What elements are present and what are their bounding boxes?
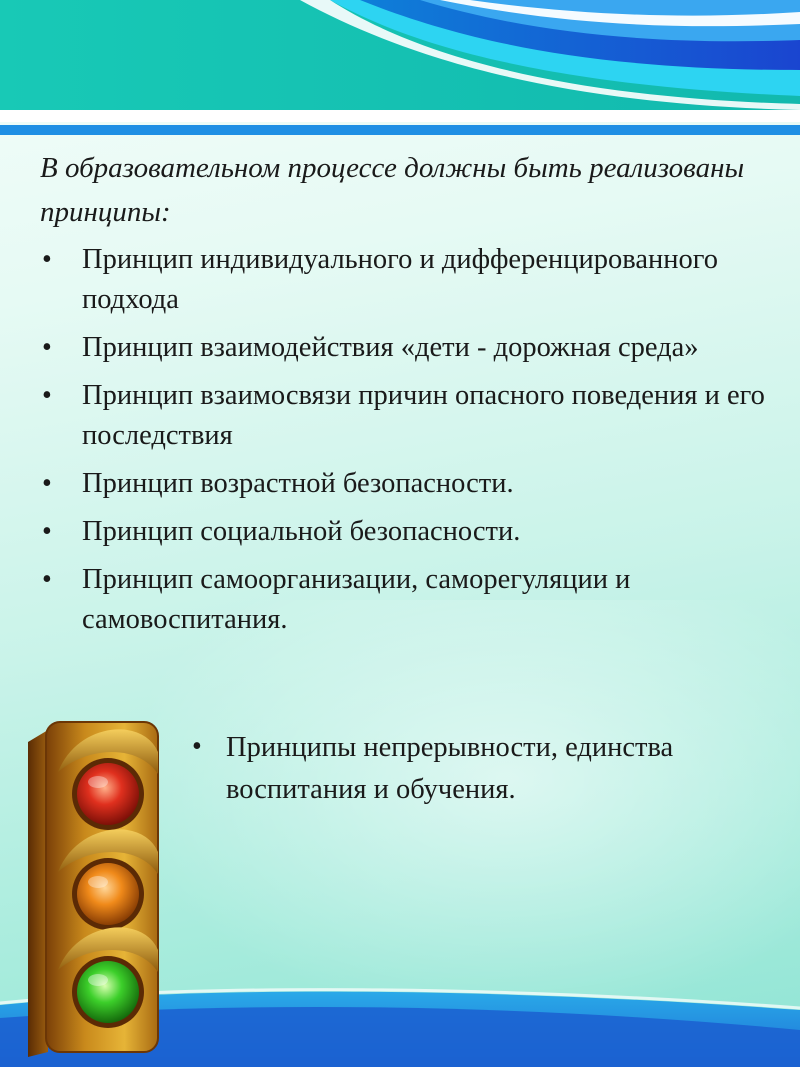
bullet: • [42,468,52,499]
principle-text: Принципы непрерывности, единства воспитания и обучения. [226,732,674,805]
list-item [40,240,780,320]
principle-text: Принцип взаимодействия «дети - дорожная среда» [82,332,699,363]
bullet: • [42,380,52,411]
list-item [40,376,780,456]
principles-list [40,240,780,648]
extra-principles-list [190,727,780,811]
header-wave-decoration [0,0,800,135]
list-item [40,328,780,368]
principle-text: Принцип возрастной безопасности. [82,468,514,499]
bullet: • [42,332,52,363]
list-item [40,560,780,640]
list-item [190,727,780,811]
bullet: • [42,564,52,595]
principle-text: Принцип социальной безопасности. [82,516,521,547]
traffic-light-icon [18,712,168,1057]
list-item [40,464,780,504]
bullet: • [42,244,52,275]
intro-text: В образовательном процессе должны быть реализованы принципы: [40,152,745,228]
list-item [40,512,780,552]
principle-text: Принцип самоорганизации, саморегуляции и самовоспитания. [82,564,631,635]
bullet: • [42,516,52,547]
bullet: • [192,731,202,762]
principle-text: Принцип взаимосвязи причин опасного поведения и его последствия [82,380,765,451]
principle-text: Принцип индивидуального и дифференцированного подхода [82,244,718,315]
